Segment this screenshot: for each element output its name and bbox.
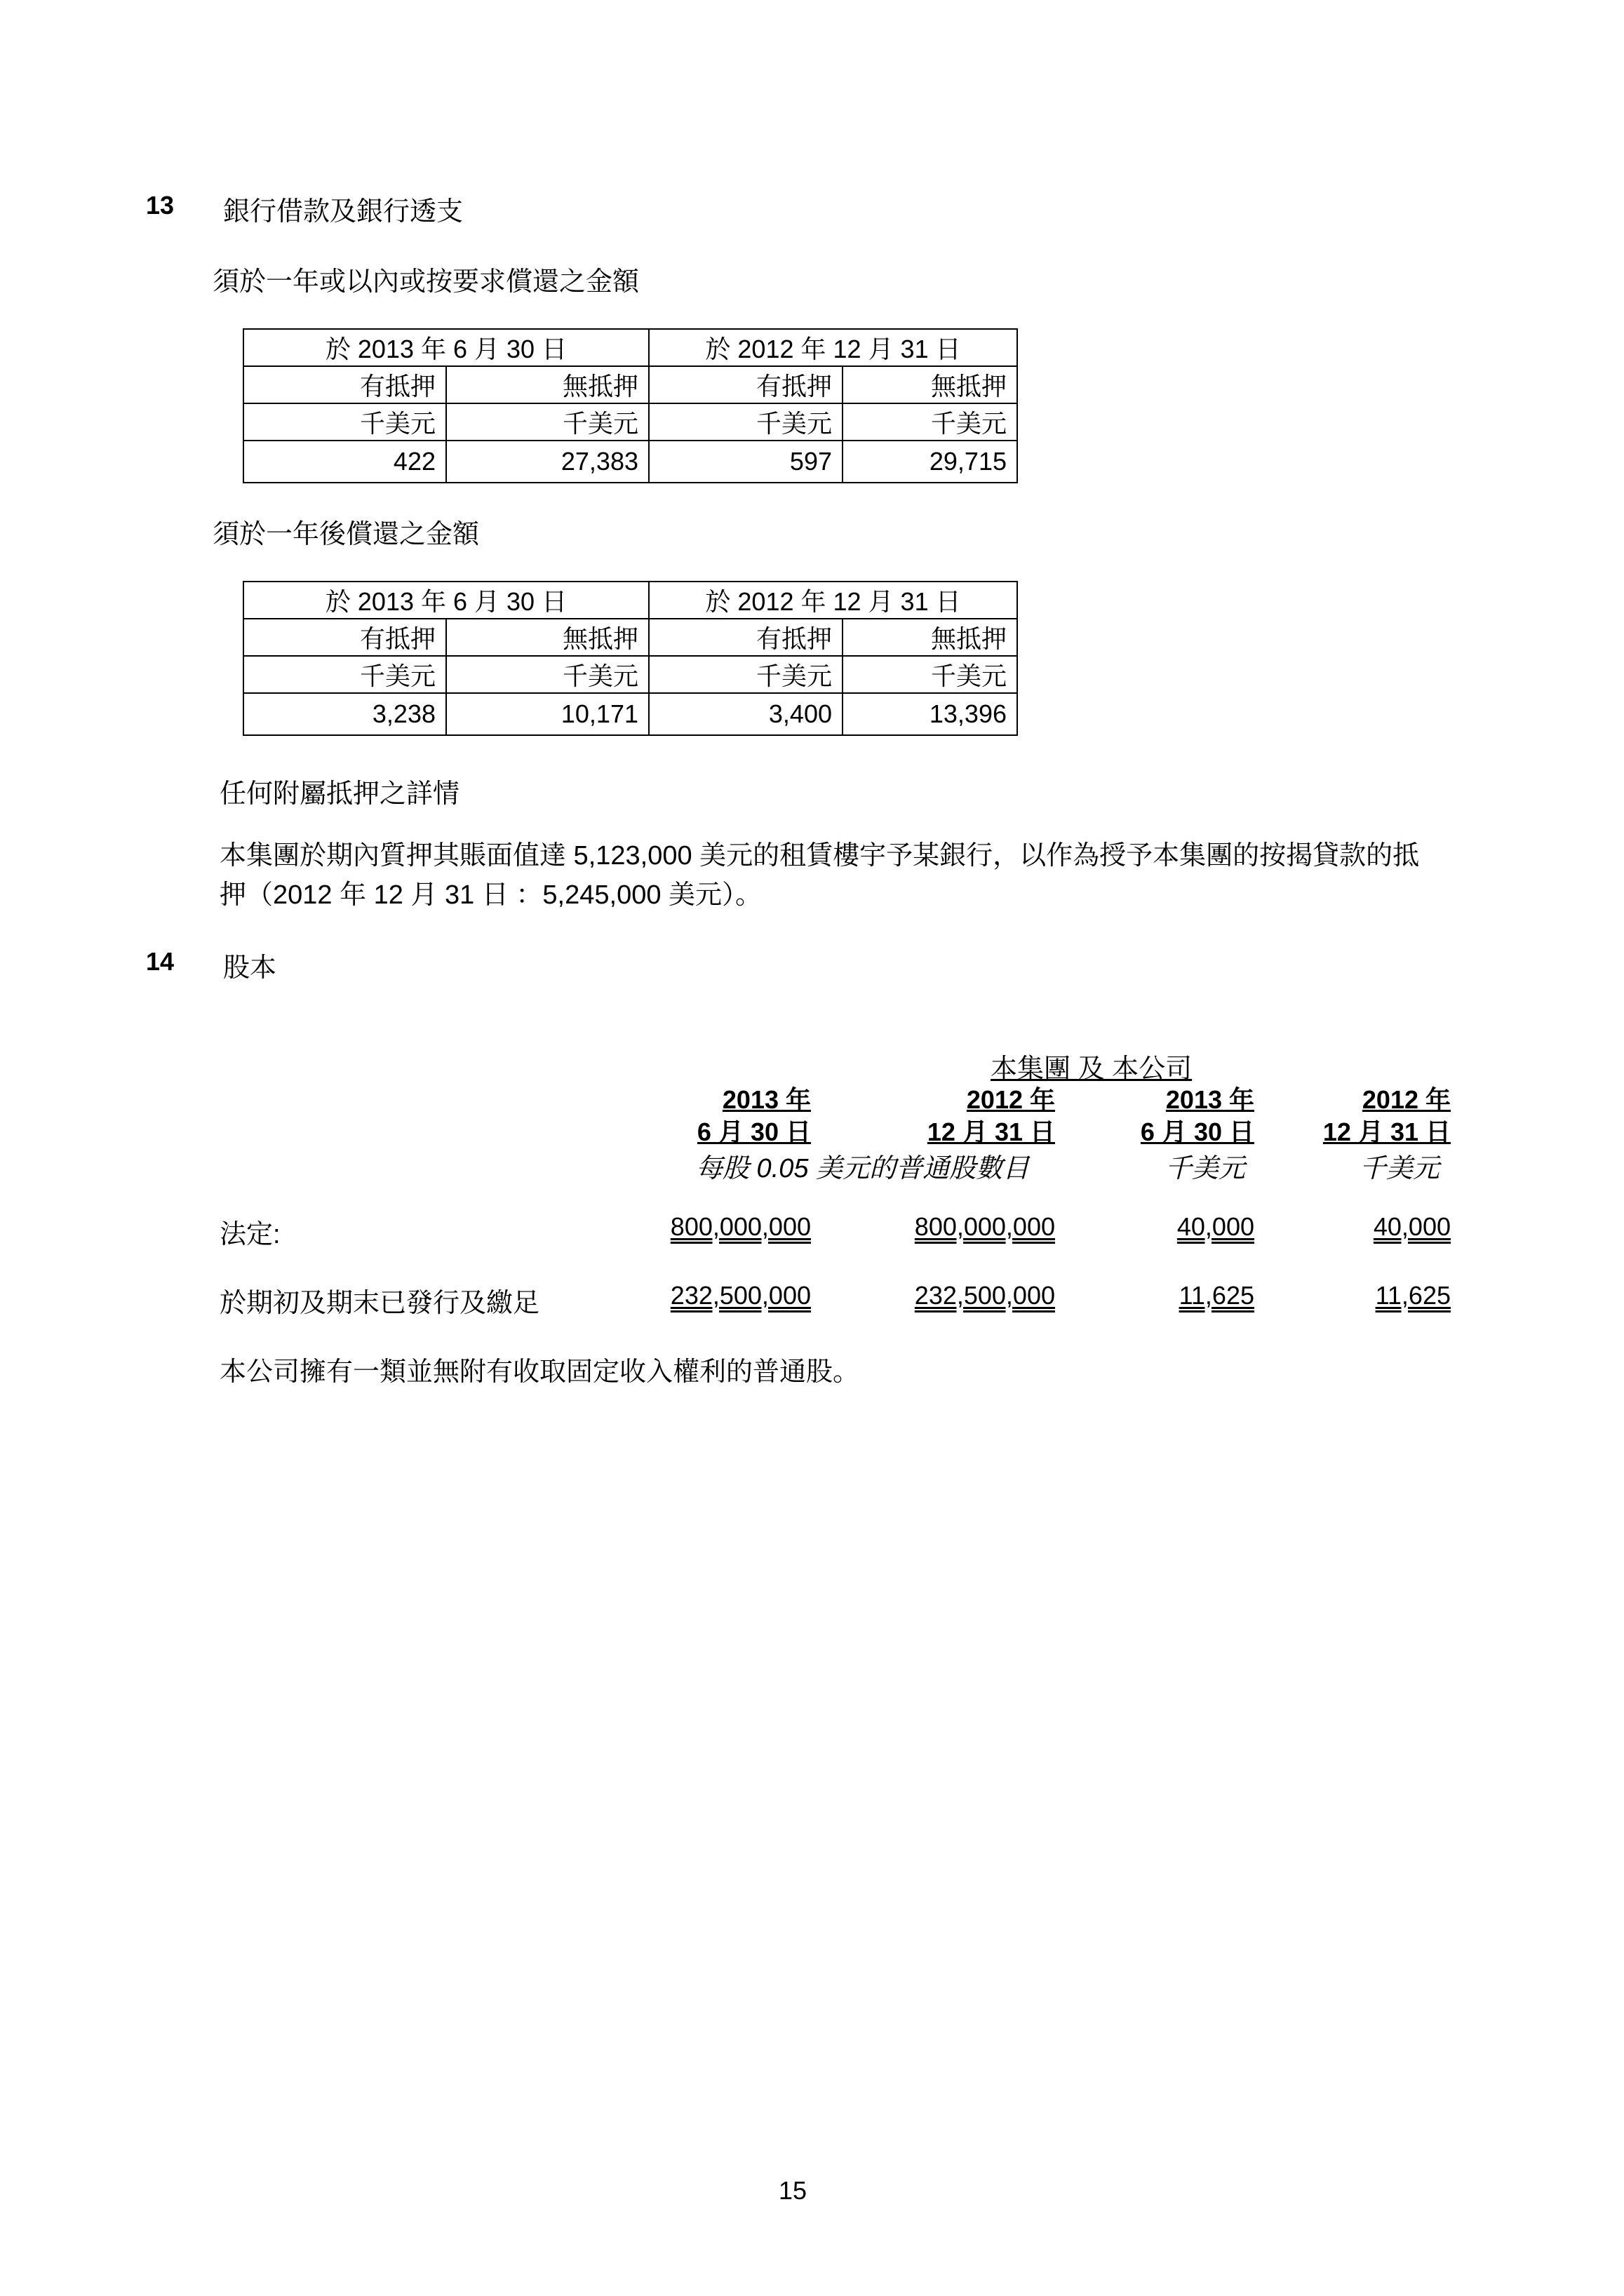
- table2-heading: 須於一年後償還之金額: [213, 520, 480, 549]
- table1-value: 422: [243, 441, 446, 483]
- table2-unit: 千美元: [243, 656, 446, 693]
- table1-value: 597: [649, 441, 843, 483]
- table1-value: 27,383: [446, 441, 649, 483]
- table2-subhead: 無抵押: [843, 619, 1017, 656]
- row-value: 232,500,000: [670, 1281, 811, 1310]
- table1-value: 29,715: [843, 441, 1017, 483]
- share-note: 本公司擁有一類並無附有收取固定收入權利的普通股。: [220, 1357, 860, 1387]
- section-13-title: 銀行借款及銀行透支: [223, 197, 464, 227]
- table1-unit: 千美元: [446, 403, 649, 441]
- table2-unit: 千美元: [843, 656, 1017, 693]
- table2-period1: 於 2013 年 6 月 30 日: [243, 582, 649, 619]
- loan-table-current: [243, 328, 1018, 483]
- table1-subhead: 無抵押: [843, 366, 1017, 403]
- collateral-paragraph: [220, 836, 1552, 915]
- unit-usd: 千美元: [1359, 1154, 1440, 1183]
- row-label: 於期初及期末已發行及繳足: [220, 1289, 540, 1318]
- section-14-title: 股本: [223, 953, 277, 983]
- row-value: 40,000: [1373, 1212, 1451, 1241]
- table2-period2: 於 2012 年 12 月 31 日: [649, 582, 1017, 619]
- table1-heading: 須於一年或以內或按要求償還之金額: [213, 267, 640, 297]
- row-value: 11,625: [1179, 1281, 1254, 1310]
- table2-subhead: 無抵押: [446, 619, 649, 656]
- row-value: 232,500,000: [914, 1281, 1055, 1310]
- row-value: 11,625: [1375, 1281, 1451, 1310]
- table2-value: 3,238: [243, 693, 446, 735]
- row-value: 800,000,000: [914, 1212, 1055, 1241]
- loan-table-noncurrent: [243, 581, 1018, 736]
- collateral-line-2: 押（2012 年 12 月 31 日 ：5,245,000 美元）。: [220, 880, 763, 910]
- column-year: 2013 年: [1165, 1085, 1254, 1114]
- table1-unit: 千美元: [243, 403, 446, 441]
- table2-unit: 千美元: [446, 656, 649, 693]
- collateral-line-1: 本集團於期內質押其賬面值達 5,123,000 美元的租賃樓宇予某銀行，以作為授予本集團的按揭貸款的抵: [220, 841, 1420, 871]
- unit-usd: 千美元: [1165, 1154, 1245, 1183]
- table2-unit: 千美元: [649, 656, 843, 693]
- table2-value: 3,400: [649, 693, 843, 735]
- table1-subhead: 有抵押: [649, 366, 843, 403]
- table2-subhead: 有抵押: [649, 619, 843, 656]
- table1-subhead: 無抵押: [446, 366, 649, 403]
- row-value: 800,000,000: [670, 1212, 811, 1241]
- table1-period2: 於 2012 年 12 月 31 日: [649, 329, 1017, 366]
- column-date: 12 月 31 日: [1322, 1117, 1451, 1146]
- section-13-number: 13: [146, 191, 175, 220]
- table1-period1: 於 2013 年 6 月 30 日: [243, 329, 649, 366]
- row-value: 40,000: [1176, 1212, 1254, 1241]
- table1-unit: 千美元: [843, 403, 1017, 441]
- group-heading: 本集團 及 本公司: [991, 1054, 1193, 1084]
- column-date: 12 月 31 日: [927, 1117, 1055, 1146]
- unit-shares: 每股 0.05 美元的普通股數目: [696, 1154, 1030, 1183]
- table1-subhead: 有抵押: [243, 366, 446, 403]
- table2-value: 10,171: [446, 693, 649, 735]
- table2-subhead: 有抵押: [243, 619, 446, 656]
- collateral-heading: 任何附屬抵押之詳情: [220, 779, 460, 809]
- column-year: 2013 年: [722, 1085, 811, 1114]
- column-year: 2012 年: [966, 1085, 1055, 1114]
- column-date: 6 月 30 日: [697, 1117, 811, 1146]
- table2-value: 13,396: [843, 693, 1017, 735]
- section-14-number: 14: [146, 947, 175, 976]
- column-date: 6 月 30 日: [1140, 1117, 1254, 1146]
- column-year: 2012 年: [1362, 1085, 1451, 1114]
- table1-unit: 千美元: [649, 403, 843, 441]
- row-label: 法定:: [220, 1220, 281, 1249]
- page-number: 15: [779, 2176, 807, 2205]
